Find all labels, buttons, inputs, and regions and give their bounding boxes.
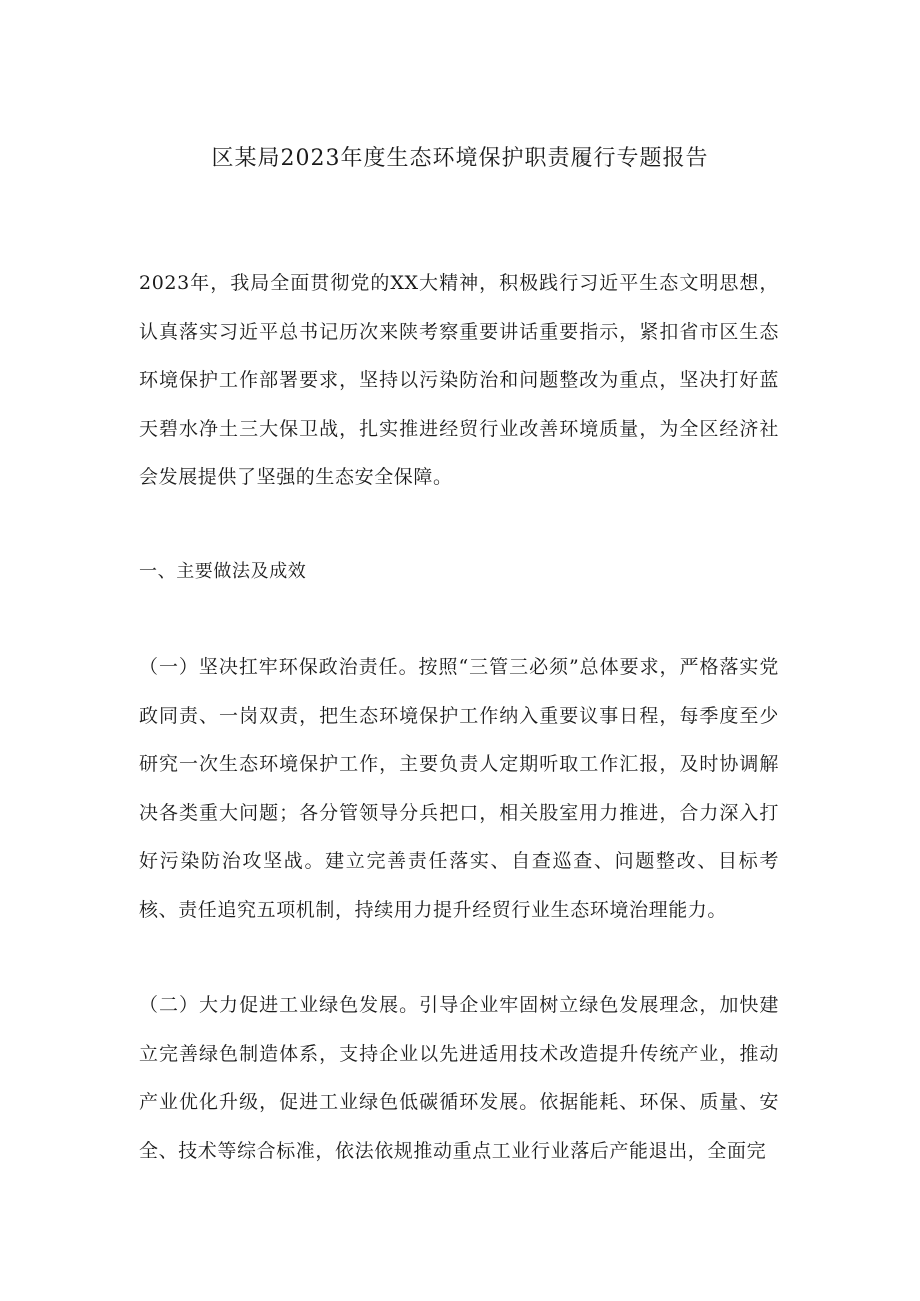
section-item-1-paragraph: （一）坚决扛牢环保政治责任。按照“三管三必须”总体要求，严格落实党政同责、一岗双责，把生态环境保护工作纳入重要议事日程，每季度至少研究一次生态环境保护工作，主要负责人定期听取工作汇报，及时协调解决各类重大问题；各分管领导分兵把口，相关股室用力推进，合力深入打好污染防治攻坚战。建立完善责任落实、自查巡查、问题整改、目标考核、责任追究五项机制，持续用力提升经贸行业生态环境治理能力。	[139, 656, 779, 921]
document-title: 区某局2023年度生态环境保护职责履行专题报告	[211, 146, 709, 171]
section-item-2-paragraph: （二）大力促进工业绿色发展。引导企业牢固树立绿色发展理念，加快建立完善绿色制造体系，支持企业以先进适用技术改造提升传统产业，推动产业优化升级，促进工业绿色低碳循环发展。依据能耗、环保、质量、安全、技术等综合标准，依法依规推动重点工业行业落后产能退出，全面完	[139, 994, 779, 1162]
intro-paragraph: 2023年，我局全面贯彻党的XX大精神，积极践行习近平生态文明思想，认真落实习近平总书记历次来陕考察重要讲话重要指示，紧扣省市区生态环境保护工作部署要求，坚持以污染防治和问题整改为重点，坚决打好蓝天碧水净土三大保卫战，扎实推进经贸行业改善环境质量，为全区经济社会发展提供了坚强的生态安全保障。	[139, 272, 779, 488]
section-heading: 一、主要做法及成效	[139, 561, 307, 582]
